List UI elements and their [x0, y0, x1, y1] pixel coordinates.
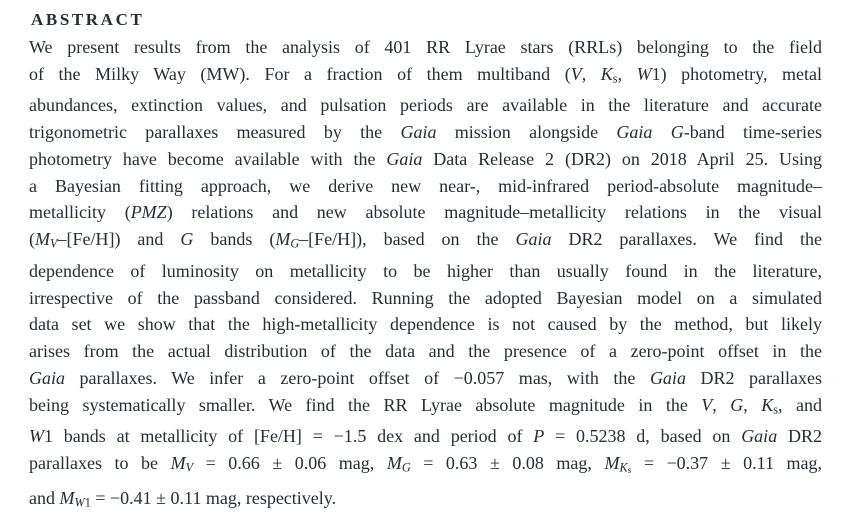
abstract-line: [29, 258, 822, 285]
text-segment: photometry have become available with the: [29, 148, 387, 169]
text-segment: DR2 parallaxes. We find the: [551, 229, 822, 250]
abstract-line: [29, 365, 822, 392]
text-segment: ,: [743, 394, 762, 415]
text-segment: V: [570, 63, 582, 84]
abstract-line: [29, 199, 822, 226]
text-segment: = 0.5238 d, based on: [544, 426, 742, 447]
text-segment: –[Fe/H]), based on the: [299, 229, 516, 250]
text-segment: Gaia: [386, 148, 423, 169]
abstract-line: [29, 146, 822, 173]
text-segment: M: [275, 229, 291, 250]
abstract-line: [29, 226, 822, 257]
abstract-heading: ABSTRACT: [31, 10, 145, 29]
abstract-line: [29, 392, 822, 423]
abstract-line: [29, 119, 822, 146]
text-segment: K: [600, 63, 613, 84]
text-segment: Gaia: [29, 367, 65, 388]
text-segment: K: [619, 460, 628, 475]
text-segment: s: [627, 466, 632, 477]
text-segment: V: [50, 236, 58, 251]
abstract-line: [29, 173, 822, 200]
text-segment: s: [612, 71, 618, 86]
text-segment: data set we show that the high-metallicity dependence is not caused by the method, but likely: [29, 314, 822, 335]
text-segment: Gaia G: [616, 122, 684, 143]
text-segment: abundances, extinction values, and pulsation periods are available in the literature and accurate: [29, 95, 822, 116]
text-segment: Data Release 2 (DR2) on 2018 April 25. Using: [422, 148, 823, 169]
text-segment: = −0.37 ± 0.11 mag,: [631, 453, 822, 474]
text-segment: We present results from the analysis of 401 RR Lyrae stars (RRLs) belonging to the field: [29, 37, 822, 57]
text-segment: K: [761, 394, 774, 415]
abstract-line: [29, 423, 822, 450]
abstract-line: [29, 485, 822, 516]
text-segment: 1: [84, 495, 91, 510]
text-segment: G: [180, 229, 194, 250]
text-segment: V: [701, 394, 713, 415]
text-segment: M: [170, 453, 186, 474]
text-segment: W: [74, 495, 85, 510]
abstract-body: [29, 34, 822, 517]
text-segment: being systematically smaller. We find the RR Lyrae absolute magnitude in the: [29, 394, 702, 415]
text-segment: DR2 parallaxes: [685, 367, 822, 388]
text-segment: = 0.63 ± 0.08 mag,: [410, 453, 605, 474]
text-segment: 1) photometry, metal: [651, 63, 823, 84]
text-segment: W: [29, 426, 44, 447]
text-segment: P: [533, 426, 545, 447]
text-segment: , and: [778, 394, 823, 415]
text-segment: ) relations and new absolute magnitude–metallicity relations in the visual: [166, 202, 822, 223]
abstract-line: [29, 311, 822, 338]
text-segment: ,: [617, 63, 637, 84]
text-segment: M: [386, 453, 402, 474]
abstract-line: [29, 61, 822, 92]
text-segment: arises from the actual distribution of the data and the presence of a zero-point offset in the: [29, 341, 822, 362]
text-segment: s: [773, 402, 779, 417]
text-segment: parallaxes to be: [29, 453, 171, 474]
text-segment: –[Fe/H]) and: [57, 229, 181, 250]
text-segment: -band time-series: [683, 122, 823, 143]
text-segment: M: [604, 453, 620, 474]
abstract-line: [29, 92, 822, 119]
text-segment: ,: [581, 63, 601, 84]
text-segment: G: [730, 394, 744, 415]
abstract-line: [29, 34, 822, 61]
text-segment: mission alongside: [436, 122, 617, 143]
text-segment: V: [185, 460, 194, 475]
text-segment: Gaia: [741, 426, 778, 447]
text-segment: Gaia: [400, 122, 437, 143]
text-segment: trigonometric parallaxes measured by the: [29, 122, 401, 143]
text-segment: parallaxes. We infer a zero-point offset of −0.057 mas, with the: [65, 367, 650, 388]
text-segment: M: [35, 229, 50, 250]
text-segment: bands (: [193, 229, 276, 250]
text-segment: M: [59, 488, 75, 509]
text-segment: of the Milky Way (MW). For a fraction of them multiband (: [29, 63, 571, 84]
text-segment: dependence of luminosity on metallicity to be higher than usually found in the literature,: [29, 260, 822, 281]
text-segment: PMZ: [130, 202, 167, 223]
text-segment: = 0.66 ± 0.06 mag,: [193, 453, 387, 474]
text-segment: metallicity (: [29, 202, 131, 223]
text-segment: = −0.41 ± 0.11 mag, respectively.: [90, 488, 337, 509]
text-segment: Gaia: [649, 367, 686, 388]
text-segment: G: [401, 460, 411, 475]
text-segment: G: [290, 236, 300, 251]
text-segment: DR2: [777, 426, 822, 447]
text-segment: Gaia: [515, 229, 552, 250]
text-segment: ,: [712, 394, 731, 415]
text-segment: (: [29, 229, 35, 250]
abstract-line: [29, 450, 822, 485]
text-segment: and: [29, 488, 60, 509]
text-segment: irrespective of the passband considered. Running the adopted Bayesian model on a simulated: [29, 287, 822, 308]
text-segment: 1 bands at metallicity of [Fe/H] = −1.5 dex and period of: [44, 426, 534, 447]
abstract-line: [29, 285, 822, 312]
text-segment: a Bayesian fitting approach, we derive new near-, mid-infrared period-absolute magnitude–: [29, 175, 822, 196]
text-segment: W: [636, 63, 652, 84]
abstract-line: [29, 338, 822, 365]
